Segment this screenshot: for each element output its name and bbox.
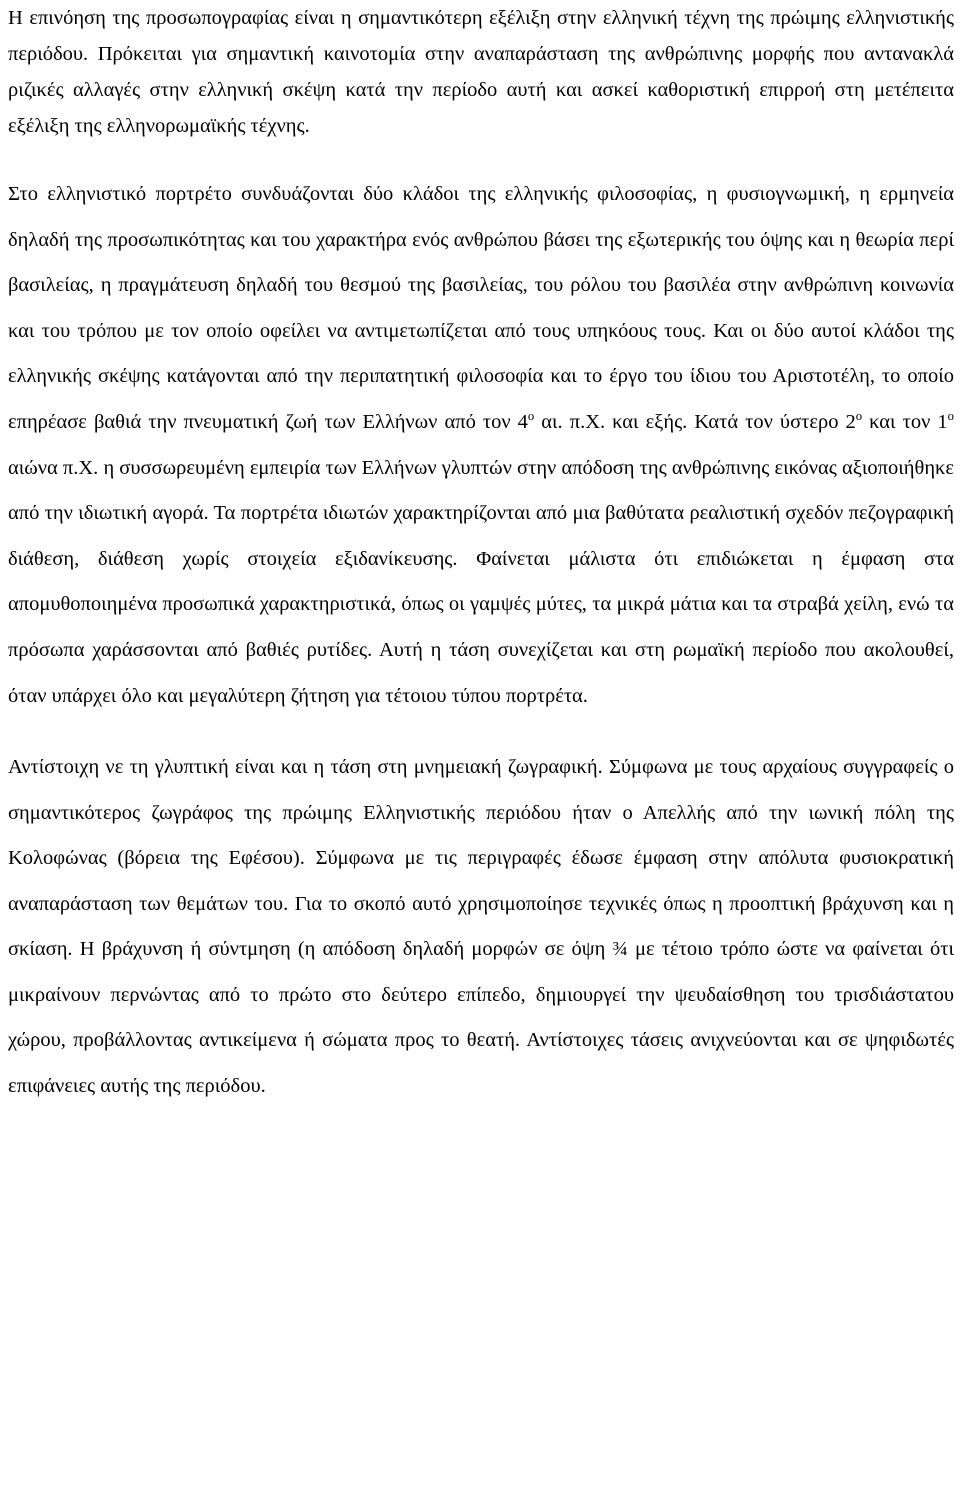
paragraph-text: Στο ελληνιστικό πορτρέτο συνδυάζονται δύο κλάδοι της ελληνικής φιλοσοφίας, η φυσιογνωμική, η ερμηνεία δηλαδή της προσωπικότητας και του χαρακτήρα ενός ανθρώπου βάσει της εξωτερικής του όψης και η θεωρία περί βασιλείας, η πραγμάτευση δηλαδή του θεσμού της βασιλείας, του ρόλου του βασιλέα στην ανθρώπινη κοινωνία και του τρόπου με τον οποίο οφείλει να αντιμετωπίζεται από τους υπηκόους τους. Και οι δύο αυτοί κλάδοι της ελληνικής σκέψης κατάγονται από την περιπατητική φιλοσοφία και το έργο του ίδιου του Αριστοτέλη, το οποίο επηρέασε βαθιά την πνευματική ζωή των Ελλήνων από τον 4 [8, 183, 954, 433]
paragraph-text: αιώνα π.Χ. η συσσωρευμένη εμπειρία των Ελλήνων γλυπτών στην απόδοση της ανθρώπινης εικόνας αξιοποιήθηκε από την ιδιωτική αγορά. Τα πορτρέτα ιδιωτών χαρακτηρίζονται από μια βαθύτατα ρεαλιστική σχεδόν πεζογραφική διάθεση, διάθεση χωρίς στοιχεία εξιδανίκευσης. Φαίνεται μάλιστα ότι επιδιώκεται η έμφαση στα απομυθοποιημένα προσωπικά χαρακτηριστικά, όπως οι γαμψές μύτες, τα μικρά μάτια και τα στραβά χείλη, ενώ τα πρόσωπα χαράσσονται από βαθιές ρυτίδες. Αυτή η τάση συνεχίζεται και στη ρωμαϊκή περίοδο που ακολουθεί, όταν υπάρχει όλο και μεγαλύτερη ζήτηση για τέτοιου τύπου πορτρέτα. [8, 456, 954, 707]
superscript-ordinal: ο [947, 409, 954, 424]
paragraph-text: αι. π.Χ. και εξής. Κατά τον ύστερο 2 [534, 410, 856, 433]
paragraph-monumental-painting: Αντίστοιχη νε τη γλυπτική είναι και η τάση στη μνημειακή ζωγραφική. Σύμφωνα με τους αρχαίους συγγραφείς ο σημαντικότερος ζωγράφος της πρώιμης Ελληνιστικής περιόδου ήταν ο Απελλής από την ιωνική πόλη της Κολοφώνας (βόρεια της Εφέσου). Σύμφωνα με τις περιγραφές έδωσε έμφαση στην απόλυτα φυσιοκρατική αναπαράσταση των θεμάτων του. Για το σκοπό αυτό χρησιμοποίησε τεχνικές όπως η προοπτική βράχυνση και η σκίαση. Η βράχυνση ή σύντμηση (η απόδοση δηλαδή μορφών σε όψη ¾ με τέτοιο τρόπο ώστε να φαίνεται ότι μικραίνουν περνώντας από το πρώτο στο δεύτερο επίπεδο, δημιουργεί την ψευδαίσθηση του τρισδιάστατου χώρου, προβάλλοντας αντικείμενα ή σώματα προς το θεατή. Αντίστοιχες τάσεις ανιχνεύονται και σε ψηφιδωτές επιφάνειες αυτής της περιόδου. [8, 756, 954, 1097]
superscript-ordinal: ο [527, 409, 535, 424]
paragraph-hellenistic-portrait [8, 172, 954, 719]
superscript-ordinal: ο [855, 409, 863, 424]
paragraph-portraiture-invention: Η επινόηση της προσωπογραφίας είναι η σημαντικότερη εξέλιξη στην ελληνική τέχνη της πρώιμης ελληνιστικής περιόδου. Πρόκειται για σημαντική καινοτομία στην αναπαράσταση της ανθρώπινης μορφής που αντανακλά ριζικές αλλαγές στην ελληνική σκέψη κατά την περίοδο αυτή και ασκεί καθοριστική επιρροή στη μετέπειτα εξέλιξη της ελληνορωμαϊκής τέχνης. [8, 7, 954, 137]
document-page [8, 0, 954, 1109]
paragraph-text: και τον 1 [862, 410, 948, 433]
